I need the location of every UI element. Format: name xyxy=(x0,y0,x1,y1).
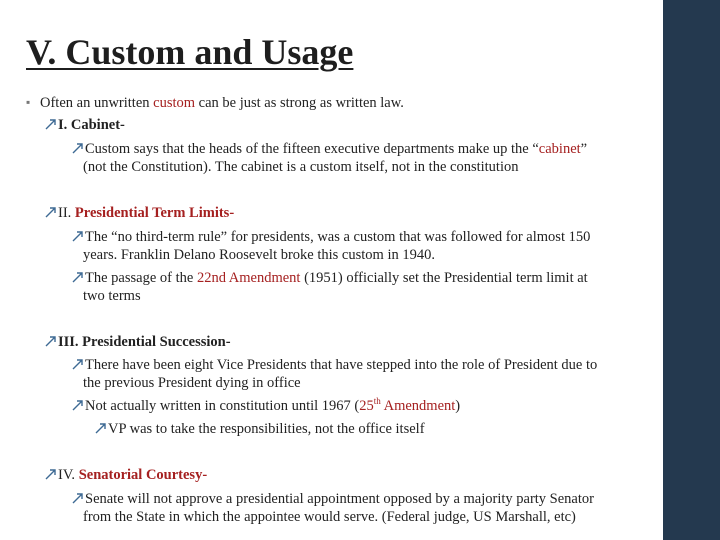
arrow-bullet-icon xyxy=(72,399,84,411)
senatorial-heading: IV. Senatorial Courtesy- xyxy=(45,466,207,484)
term-line-3: The passage of the 22nd Amendment (1951) officially set the Presidential term limit at xyxy=(72,269,588,287)
arrow-bullet-icon xyxy=(72,358,84,370)
succession-line-1: There have been eight Vice Presidents that have stepped into the role of President due to xyxy=(72,356,597,374)
cabinet-line-1: Custom says that the heads of the fifteen executive departments make up the “cabinet” xyxy=(72,140,587,158)
senatorial-line-1: Senate will not approve a presidential appointment opposed by a majority party Senator xyxy=(72,490,594,508)
arrow-bullet-icon xyxy=(72,142,84,154)
arrow-bullet-icon xyxy=(45,118,57,130)
arrow-bullet-icon xyxy=(95,422,107,434)
cabinet-line-2: (not the Constitution). The cabinet is a custom itself, not in the constitution xyxy=(83,159,519,175)
arrow-bullet-icon xyxy=(45,335,57,347)
slide-title: V. Custom and Usage xyxy=(26,32,354,72)
arrow-bullet-icon xyxy=(45,468,57,480)
arrow-bullet-icon xyxy=(72,271,84,283)
intro-line: Often an unwritten custom can be just as strong as written law. xyxy=(40,95,404,111)
succession-line-4: VP was to take the responsibilities, not the office itself xyxy=(95,420,425,438)
succession-line-2: the previous President dying in office xyxy=(83,375,301,391)
bullet-dot: ▪ xyxy=(26,95,31,109)
term-line-2: years. Franklin Delano Roosevelt broke this custom in 1940. xyxy=(83,247,435,263)
term-heading: II. Presidential Term Limits- xyxy=(45,204,234,222)
custom-term: custom xyxy=(153,95,196,111)
succession-heading: III. Presidential Succession- xyxy=(45,333,231,351)
arrow-bullet-icon xyxy=(72,492,84,504)
arrow-bullet-icon xyxy=(45,206,57,218)
cabinet-heading: I. Cabinet- xyxy=(45,116,125,134)
succession-line-3: Not actually written in constitution until 1967 (25th Amendment) xyxy=(72,397,460,415)
senatorial-line-2: from the State in which the appointee would serve. (Federal judge, US Marshall, etc) xyxy=(83,509,576,525)
term-line-4: two terms xyxy=(83,288,141,304)
sidebar-bar xyxy=(663,0,720,540)
arrow-bullet-icon xyxy=(72,230,84,242)
term-line-1: The “no third-term rule” for presidents, was a custom that was followed for almost 150 xyxy=(72,228,590,246)
